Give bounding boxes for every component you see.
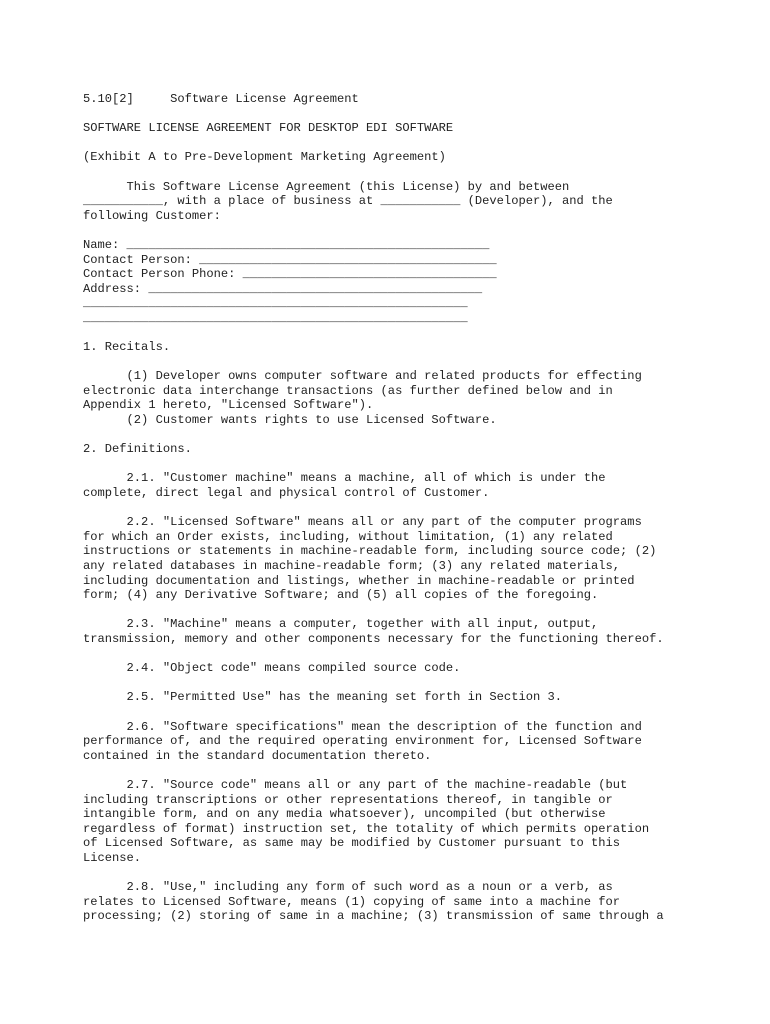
definition-2-4 (83, 661, 753, 676)
definition-line: for which an Order exists, including, without limitation, (1) any related (83, 529, 613, 544)
definition-2-5 (83, 690, 753, 705)
definition-line: including documentation and listings, whether in machine-readable or printed (83, 573, 635, 588)
definition-line: performance of, and the required operating environment for, Licensed Software (83, 734, 642, 749)
intro-line: This Software License Agreement (this License) by and between (83, 179, 570, 194)
intro-paragraph (83, 180, 753, 224)
definition-line: 2.3. "Machine" means a computer, together with all input, output, (83, 617, 599, 632)
definition-line: intangible form, and on any media whatsoever), uncompiled (but otherwise (83, 807, 606, 822)
address-field: Address: ______________________________________________ (83, 281, 483, 296)
definition-line: processing; (2) storing of same in a machine; (3) transmission of same through a (83, 909, 664, 924)
definition-2-8 (83, 880, 753, 924)
recitals-body (83, 369, 753, 427)
recitals-heading: 1. Recitals. (83, 340, 171, 355)
document-page (83, 92, 753, 924)
definitions-heading: 2. Definitions. (83, 442, 192, 457)
definition-line: 2.5. "Permitted Use" has the meaning set forth in Section 3. (83, 690, 562, 705)
definition-line: 2.2. "Licensed Software" means all or any part of the computer programs (83, 515, 642, 530)
definition-line: 2.4. "Object code" means compiled source code. (83, 661, 461, 676)
address-field-line: _____________________________________________________ (83, 310, 468, 325)
definition-line: including transcriptions or other representations thereof, in tangible or (83, 792, 613, 807)
definition-line: complete, direct legal and physical control of Customer. (83, 486, 490, 501)
contact-phone-field: Contact Person Phone: ___________________________________ (83, 267, 497, 282)
customer-fields (83, 238, 753, 326)
definition-line: 2.1. "Customer machine" means a machine, all of which is under the (83, 471, 606, 486)
definition-line: of Licensed Software, as same may be modified by Customer pursuant to this (83, 836, 621, 851)
contact-person-field: Contact Person: _________________________________________ (83, 252, 497, 267)
intro-line: following Customer: (83, 208, 221, 223)
definition-2-1 (83, 471, 753, 500)
name-field: Name: __________________________________________________ (83, 237, 490, 252)
document-subtitle: (Exhibit A to Pre-Development Marketing Agreement) (83, 150, 446, 165)
definition-line: regardless of format) instruction set, the totality of which permits operation (83, 821, 650, 836)
address-field-line: _____________________________________________________ (83, 296, 468, 311)
definition-line: form; (4) any Derivative Software; and (5) all copies of the foregoing. (83, 588, 599, 603)
definition-line: 2.7. "Source code" means all or any part of the machine-readable (but (83, 777, 628, 792)
definition-line: 2.6. "Software specifications" mean the description of the function and (83, 719, 642, 734)
definition-line: contained in the standard documentation thereto. (83, 748, 432, 763)
definition-2-2 (83, 515, 753, 603)
recitals-line: electronic data interchange transactions (as further defined below and in (83, 383, 613, 398)
definition-2-7 (83, 778, 753, 866)
intro-line: ___________, with a place of business at ___________ (Developer), and the (83, 194, 613, 209)
definition-2-6 (83, 720, 753, 764)
definition-line: transmission, memory and other components necessary for the functioning thereof. (83, 631, 664, 646)
definition-line: relates to Licensed Software, means (1) copying of same into a machine for (83, 894, 621, 909)
recitals-line: (1) Developer owns computer software and related products for effecting (83, 369, 642, 384)
definition-2-3 (83, 617, 753, 646)
document-title: SOFTWARE LICENSE AGREEMENT FOR DESKTOP EDI SOFTWARE (83, 121, 454, 136)
definition-line: instructions or statements in machine-readable form, including source code; (2) (83, 544, 657, 559)
recitals-line: Appendix 1 hereto, "Licensed Software"). (83, 398, 374, 413)
definition-line: 2.8. "Use," including any form of such word as a noun or a verb, as (83, 880, 613, 895)
definition-line: License. (83, 850, 142, 865)
section-heading: 5.10[2] Software License Agreement (83, 92, 359, 106)
recitals-line: (2) Customer wants rights to use Licensed Software. (83, 413, 497, 428)
definition-line: any related databases in machine-readable form; (3) any related materials, (83, 559, 621, 573)
